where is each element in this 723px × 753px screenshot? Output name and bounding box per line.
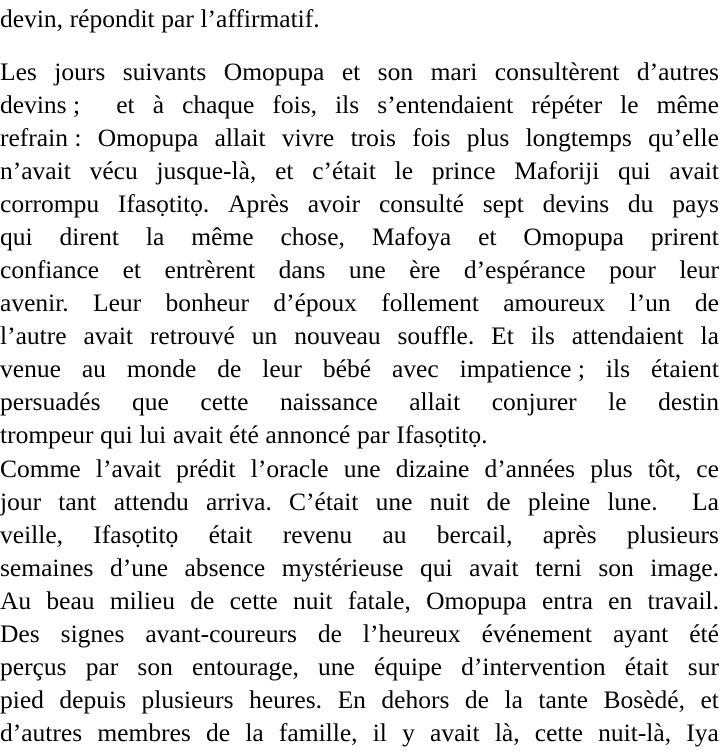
- word: monde: [126, 354, 197, 383]
- word: travail.: [647, 586, 719, 615]
- word: il: [372, 718, 387, 747]
- word: avait: [669, 156, 719, 185]
- word: Ifasọtitọ.: [117, 189, 210, 218]
- word: fois,: [272, 90, 318, 119]
- word: corrompu: [0, 189, 100, 218]
- word: nouveau: [294, 321, 381, 350]
- word: ils: [335, 90, 360, 119]
- word: beau: [46, 586, 95, 615]
- word: milieu: [109, 586, 175, 615]
- word: qu’elle: [648, 123, 719, 152]
- word: lune.: [607, 487, 658, 516]
- word: cette: [200, 387, 249, 416]
- word: s’entendaient: [377, 90, 514, 119]
- word: et: [341, 57, 361, 86]
- word: arriva.: [206, 487, 272, 516]
- word: équipe: [374, 652, 442, 681]
- word: bonheur: [165, 288, 250, 317]
- word: dizaine: [395, 454, 470, 483]
- word: Iya: [686, 718, 719, 747]
- word: signes: [60, 619, 125, 648]
- word: absence: [184, 553, 266, 582]
- word: tôt,: [647, 454, 682, 483]
- word: d’autres: [0, 718, 83, 747]
- word: plusieurs: [141, 685, 234, 714]
- word: Maforiji: [514, 156, 600, 185]
- word: que: [132, 387, 169, 416]
- text-line: [0, 2, 719, 35]
- word: une: [375, 487, 413, 516]
- word: fois: [412, 123, 451, 152]
- word: une: [348, 255, 386, 284]
- text-line: [0, 253, 719, 286]
- word: pour: [609, 255, 656, 284]
- word: Ifasọtitọ.: [396, 420, 488, 449]
- text-line: [0, 617, 719, 650]
- word: la: [245, 718, 264, 747]
- word: y: [402, 718, 415, 747]
- word: nuit: [292, 586, 333, 615]
- word: destin: [658, 387, 719, 416]
- text-line: [0, 551, 719, 584]
- word: prince: [431, 156, 496, 185]
- word: là,: [494, 718, 520, 747]
- word: membres: [97, 718, 191, 747]
- word: de: [694, 288, 719, 317]
- word: répéter: [531, 90, 603, 119]
- word: Ifasọtitọ: [93, 520, 179, 549]
- word: après: [542, 520, 597, 549]
- word: souffle.: [397, 321, 475, 350]
- word: persuadés: [0, 387, 101, 416]
- word: mystérieuse: [281, 553, 404, 582]
- word: l’affirmatif.: [200, 4, 320, 33]
- text-line: [0, 518, 719, 551]
- word: refrain :: [0, 123, 82, 152]
- word: suivants: [122, 57, 207, 86]
- word: plus: [466, 123, 510, 152]
- word: leur: [262, 354, 302, 383]
- text-line: [0, 683, 719, 716]
- text-line: [0, 187, 719, 220]
- word: bébé: [322, 354, 372, 383]
- word: longtemps: [525, 123, 632, 152]
- word: la: [504, 685, 523, 714]
- paragraph-para-divination: [0, 55, 721, 451]
- word: devin,: [0, 4, 64, 33]
- word: Comme: [0, 454, 81, 483]
- word: plus: [590, 454, 633, 483]
- word: et: [122, 255, 142, 284]
- word: terni: [535, 553, 582, 582]
- word: son: [598, 553, 634, 582]
- word: C’était: [289, 487, 359, 516]
- word: l’avait: [95, 454, 162, 483]
- word: heures.: [249, 685, 323, 714]
- word: un: [251, 321, 278, 350]
- word: amoureux: [503, 288, 606, 317]
- word: fatale,: [347, 586, 411, 615]
- word: entrèrent: [164, 255, 256, 284]
- word: devins: [542, 189, 610, 218]
- word: de: [190, 586, 215, 615]
- word: au: [382, 520, 407, 549]
- text-line: [0, 385, 719, 418]
- text-line: [0, 452, 719, 485]
- word: d’années: [484, 454, 576, 483]
- word: sept: [482, 189, 524, 218]
- text-line: [0, 650, 719, 683]
- word: l’heureux: [362, 619, 461, 648]
- text-line: [0, 286, 719, 319]
- text-line: [0, 88, 719, 121]
- word: au: [81, 354, 106, 383]
- word: perçus: [0, 652, 67, 681]
- word: entra: [541, 586, 593, 615]
- word: Omopupa: [223, 57, 325, 86]
- word: par: [357, 420, 390, 449]
- word: étaient: [650, 354, 719, 383]
- word: avait: [172, 420, 223, 449]
- text-line: [0, 220, 719, 253]
- word: annoncé: [265, 420, 351, 449]
- word: de: [317, 619, 342, 648]
- word: avec: [391, 354, 439, 383]
- text-line: [0, 418, 719, 451]
- word: ils: [605, 354, 631, 383]
- word: cette: [229, 586, 278, 615]
- text-line: [0, 121, 719, 154]
- word: allait: [214, 123, 266, 152]
- text-line: [0, 319, 719, 352]
- word: qui: [618, 156, 651, 185]
- word: qui: [0, 222, 33, 251]
- word: son: [377, 57, 414, 86]
- word: en: [608, 586, 633, 615]
- word: et: [700, 685, 719, 714]
- word: et: [275, 156, 294, 185]
- word: chaque: [182, 90, 255, 119]
- word: revenu: [282, 520, 353, 549]
- word: entourage,: [191, 652, 299, 681]
- word: le: [620, 90, 639, 119]
- word: la: [145, 222, 165, 251]
- word: Les: [0, 57, 37, 86]
- word: cette: [534, 718, 583, 747]
- word: Omopupa: [426, 586, 527, 615]
- word: avant-coureurs: [145, 619, 297, 648]
- word: qui: [420, 553, 453, 582]
- word: nuit: [429, 487, 470, 516]
- word: la: [700, 321, 719, 350]
- word: Bosèdé,: [603, 685, 685, 714]
- word: une: [318, 652, 355, 681]
- word: Après: [228, 189, 289, 218]
- word: été: [229, 420, 259, 449]
- paragraph-para-continuation: [0, 2, 721, 35]
- word: bercail,: [436, 520, 513, 549]
- word: et: [116, 90, 135, 119]
- word: du: [627, 189, 654, 218]
- word: attendu: [113, 487, 189, 516]
- word: qui: [100, 420, 133, 449]
- word: depuis: [59, 685, 126, 714]
- word: d’espérance: [463, 255, 586, 284]
- word: été: [689, 619, 719, 648]
- word: En: [337, 685, 366, 714]
- word: trompeur: [0, 420, 94, 449]
- word: pays: [672, 189, 719, 218]
- word: d’époux: [273, 288, 357, 317]
- text-line: [0, 485, 719, 518]
- word: follement: [381, 288, 479, 317]
- word: l’autre: [0, 321, 67, 350]
- word: allait: [409, 387, 461, 416]
- word: conjurer: [491, 387, 577, 416]
- word: répondit: [69, 4, 155, 33]
- word: et: [478, 222, 497, 251]
- word: même: [191, 222, 254, 251]
- word: dehors: [381, 685, 450, 714]
- word: l’oracle: [250, 454, 329, 483]
- word: leur: [679, 255, 719, 284]
- word: par: [85, 652, 119, 681]
- word: Et: [491, 321, 514, 350]
- word: ils: [530, 321, 555, 350]
- word: était: [624, 652, 669, 681]
- word: avoir: [307, 189, 361, 218]
- text-line: [0, 154, 719, 187]
- word: d’une: [109, 553, 169, 582]
- word: tante: [538, 685, 588, 714]
- word: attendaient: [571, 321, 684, 350]
- word: de: [206, 718, 231, 747]
- word: pied: [0, 685, 44, 714]
- word: c’était: [312, 156, 376, 185]
- word: Des: [0, 619, 40, 648]
- word: pleine: [527, 487, 591, 516]
- word: par: [161, 4, 194, 33]
- word: avait: [430, 718, 480, 747]
- word: une: [343, 454, 381, 483]
- word: événement: [481, 619, 593, 648]
- word: veille,: [0, 520, 64, 549]
- word: le: [394, 156, 414, 185]
- word: ayant: [613, 619, 669, 648]
- word: son: [137, 652, 173, 681]
- word: Leur: [93, 288, 142, 317]
- word: avait: [83, 321, 134, 350]
- text-line: [0, 584, 719, 617]
- word: retrouvé: [149, 321, 235, 350]
- word: Au: [0, 586, 32, 615]
- word: dirent: [59, 222, 119, 251]
- word: de: [486, 487, 511, 516]
- word: l’un: [629, 288, 671, 317]
- word: prirent: [650, 222, 719, 251]
- word: devins ;: [0, 90, 81, 119]
- word: avait: [469, 553, 519, 582]
- word: était: [208, 520, 253, 549]
- word: dans: [278, 255, 326, 284]
- word: jours: [54, 57, 106, 86]
- word: venue: [0, 354, 61, 383]
- paragraph-para-birth-night: [0, 452, 721, 749]
- word: jusque-là,: [156, 156, 257, 185]
- word: prédit: [176, 454, 236, 483]
- word: trois: [350, 123, 396, 152]
- word: jour: [0, 487, 42, 516]
- text-line: [0, 716, 719, 749]
- word: image.: [650, 553, 719, 582]
- word: Omopupa: [523, 222, 624, 251]
- word: ère: [409, 255, 441, 284]
- word: semaines: [0, 553, 94, 582]
- word: même: [656, 90, 719, 119]
- word: d’intervention: [461, 652, 606, 681]
- word: ce: [696, 454, 719, 483]
- word: de: [464, 685, 489, 714]
- word: naissance: [280, 387, 378, 416]
- word: d’autres: [636, 57, 719, 86]
- word: consultèrent: [494, 57, 620, 86]
- word: plusieurs: [626, 520, 719, 549]
- word: chose,: [280, 222, 345, 251]
- word: à: [152, 90, 165, 119]
- word: Mafoya: [371, 222, 452, 251]
- word: famille,: [278, 718, 358, 747]
- text-line: [0, 352, 719, 385]
- word: nuit-là,: [598, 718, 672, 747]
- word: n’avait: [0, 156, 71, 185]
- word: de: [217, 354, 242, 383]
- text-line: [0, 55, 719, 88]
- word: le: [608, 387, 627, 416]
- word: impatience ;: [459, 354, 585, 383]
- word: Omopupa: [97, 123, 199, 152]
- word: vécu: [89, 156, 138, 185]
- word: mari: [430, 57, 478, 86]
- word: sur: [687, 652, 719, 681]
- word: La: [692, 487, 719, 516]
- word: confiance: [0, 255, 100, 284]
- word: vivre: [281, 123, 335, 152]
- word: tant: [58, 487, 97, 516]
- word: consulté: [378, 189, 464, 218]
- word: avenir.: [0, 288, 69, 317]
- word: lui: [139, 420, 167, 449]
